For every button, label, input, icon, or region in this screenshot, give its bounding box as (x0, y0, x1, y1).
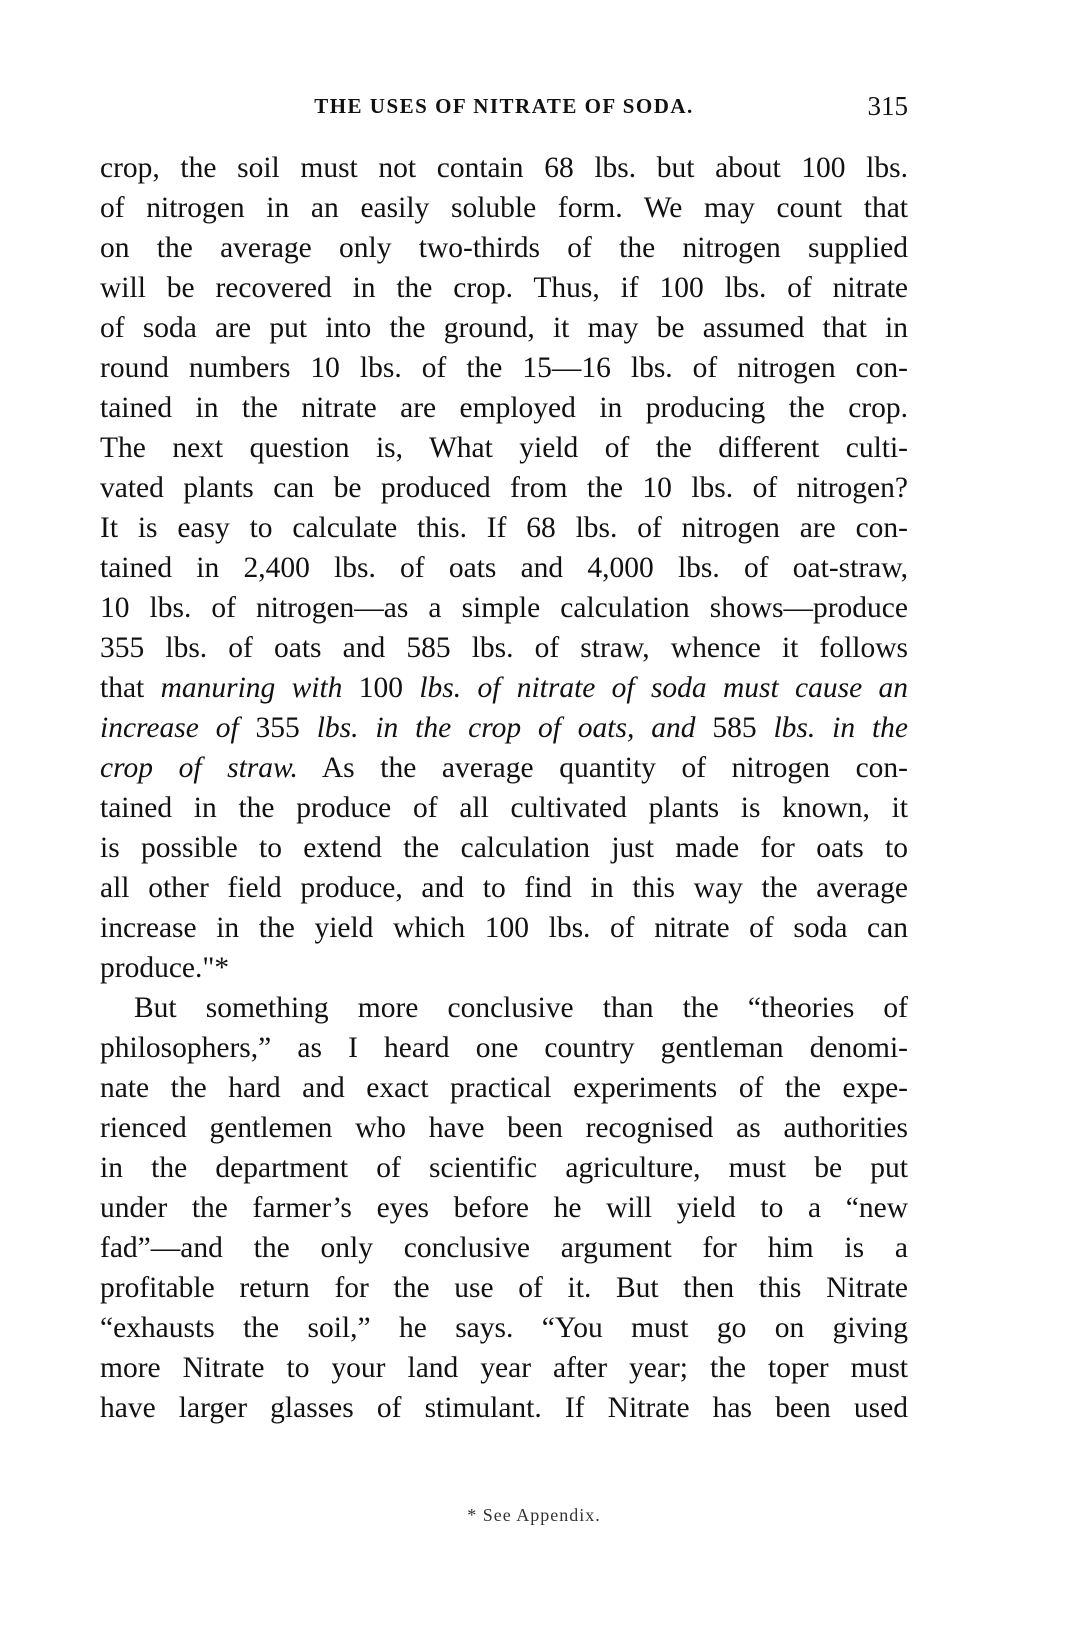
italic-run: lbs. of nitrate of soda must cause an (419, 672, 908, 704)
text-line: crop, the soil must not contain 68 lbs. but about 100 lbs. (100, 152, 908, 184)
text-line: philosophers,” as I heard one country gentleman denomi- (100, 1032, 908, 1064)
text-run: that (100, 672, 161, 704)
running-head (100, 91, 908, 126)
italic-run: manuring with (160, 672, 343, 704)
paragraph-first-line: But something more conclusive than the “theories of (134, 992, 908, 1024)
text-line: on the average only two-thirds of the nitrogen supplied (100, 232, 908, 264)
text-line-italic-mixed (100, 748, 908, 788)
text-line: have larger glasses of stimulant. If Nitrate has been used (100, 1392, 908, 1424)
italic-run: crop of straw. (100, 752, 298, 784)
text-line: nate the hard and exact practical experiments of the expe- (100, 1072, 908, 1104)
text-line: tained in 2,400 lbs. of oats and 4,000 lbs. of oat-straw, (100, 552, 908, 584)
text-line: vated plants can be produced from the 10 lbs. of nitrogen? (100, 472, 908, 504)
italic-run: lbs. in the crop of oats, and (316, 712, 696, 744)
text-line-italic-mixed (100, 708, 908, 748)
text-line-italic-mixed (100, 668, 908, 708)
text-line: profitable return for the use of it. But then this Nitrate (100, 1272, 908, 1304)
italic-run: lbs. in the (773, 712, 908, 744)
text-line: will be recovered in the crop. Thus, if 100 lbs. of nitrate (100, 272, 908, 304)
text-line: “exhausts the soil,” he says. “You must go on giving (100, 1312, 908, 1344)
text-run: 585 (695, 712, 774, 744)
text-run: 355 (238, 712, 317, 744)
page-number: 315 (867, 91, 908, 121)
footnote: * See Appendix. (467, 1505, 601, 1525)
text-line: tained in the nitrate are employed in producing the crop. (100, 392, 908, 424)
text-line: all other field produce, and to find in this way the average (100, 872, 908, 904)
text-line: tained in the produce of all cultivated plants is known, it (100, 792, 908, 824)
text-line: of soda are put into the ground, it may be assumed that in (100, 312, 908, 344)
text-line: rienced gentlemen who have been recognised as authorities (100, 1112, 908, 1144)
text-line: under the farmer’s eyes before he will yield to a “new (100, 1192, 908, 1224)
text-line: 355 lbs. of oats and 585 lbs. of straw, whence it follows (100, 632, 908, 664)
text-line: is possible to extend the calculation just made for oats to (100, 832, 908, 864)
text-line: more Nitrate to your land year after year; the toper must (100, 1352, 908, 1384)
body-text (100, 148, 908, 1428)
text-line: fad”—and the only conclusive argument for him is a (100, 1232, 908, 1264)
text-run: As the average quantity of nitrogen con- (297, 752, 908, 784)
text-line: It is easy to calculate this. If 68 lbs. of nitrogen are con- (100, 512, 908, 544)
text-run: 100 (342, 672, 420, 704)
text-line: in the department of scientific agriculture, must be put (100, 1152, 908, 1184)
text-line: 10 lbs. of nitrogen—as a simple calculation shows—produce (100, 592, 908, 624)
text-line: increase in the yield which 100 lbs. of nitrate of soda can (100, 912, 908, 944)
italic-run: increase of (100, 712, 239, 744)
text-line: produce."* (100, 952, 230, 984)
text-line: round numbers 10 lbs. of the 15—16 lbs. of nitrogen con- (100, 352, 908, 384)
text-line: of nitrogen in an easily soluble form. We may count that (100, 192, 908, 224)
text-line: The next question is, What yield of the different culti- (100, 432, 908, 464)
running-title: THE USES OF NITRATE OF SODA. (314, 94, 694, 118)
